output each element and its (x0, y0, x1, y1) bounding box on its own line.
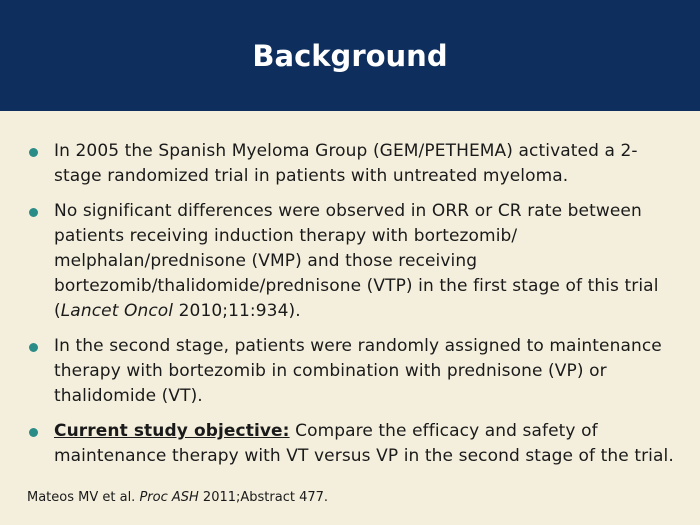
objective-label: Current study objective: (54, 421, 290, 441)
footnote-source: Proc ASH (139, 490, 199, 505)
bullet-item (0, 139, 700, 189)
bullet-text (54, 199, 679, 324)
bullet-text-start: No significant differences were observed in ORR or CR rate between patients receiving induction therapy with bortezomib/ melphalan/prednisone (VMP) and those receiving bortezomib/thalidomide/prednisone (VTP) in the first stage of this trial ( (54, 201, 659, 321)
bullet-dot-icon (29, 343, 38, 352)
footnote-authors: Mateos MV et al. (27, 490, 140, 505)
bullet-dot-icon (29, 208, 38, 217)
bullet-dot-icon (29, 428, 38, 437)
title-bar (0, 0, 700, 111)
bullet-item (0, 199, 700, 324)
bullet-item (0, 334, 700, 409)
objective-text: Compare the efficacy and safety of maintenance therapy with VT versus VP in the second stage of the trial. (54, 421, 674, 466)
bullet-text: In the second stage, patients were randomly assigned to maintenance therapy with bortezomib in combination with prednisone (VP) or thalidomide (VT). (54, 336, 662, 406)
bullet-item (0, 419, 700, 469)
footnote-details: 2011;Abstract 477. (198, 490, 329, 505)
journal-name: Lancet Oncol (60, 301, 174, 321)
bullet-text: In 2005 the Spanish Myeloma Group (GEM/PETHEMA) activated a 2-stage randomized trial in patients with untreated myeloma. (54, 141, 638, 186)
bullet-text (54, 419, 679, 469)
bullet-text-end: 2010;11:934). (173, 301, 301, 321)
bullet-list (0, 139, 700, 479)
bullet-dot-icon (29, 148, 38, 157)
citation-footnote (27, 489, 328, 507)
slide-title: Background (252, 39, 448, 73)
